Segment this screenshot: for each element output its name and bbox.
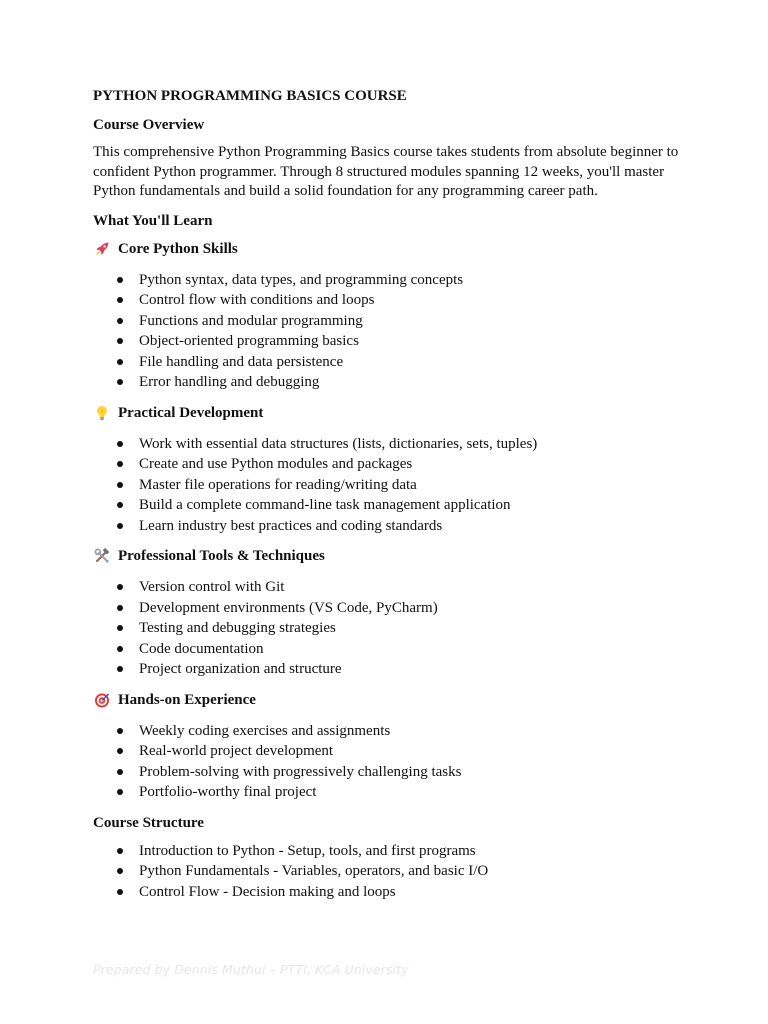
bullet-icon (117, 359, 123, 365)
section-heading-professional-tools (93, 546, 683, 566)
section-heading-label: Core Python Skills (118, 240, 238, 257)
bullet-icon (117, 789, 123, 795)
hammer-wrench-icon (93, 547, 111, 565)
list-item: Learn industry best practices and coding standards (93, 516, 683, 537)
lightbulb-icon (93, 404, 111, 422)
list-item: Problem-solving with progressively challenging tasks (93, 762, 683, 783)
section-heading-practical-development (93, 403, 683, 423)
core-python-skills-list (93, 270, 683, 393)
practical-development-list (93, 434, 683, 537)
hands-on-experience-list (93, 721, 683, 803)
learn-heading: What You'll Learn (93, 212, 213, 229)
overview-heading: Course Overview (93, 117, 205, 133)
bullet-icon (117, 338, 123, 344)
bullet-icon (117, 502, 123, 508)
rocket-icon (93, 240, 111, 258)
bullet-icon (117, 889, 123, 895)
list-item: Functions and modular programming (93, 311, 683, 332)
bullet-icon (117, 769, 123, 775)
list-item: Introduction to Python - Setup, tools, and first programs (93, 841, 683, 862)
list-item: Python Fundamentals - Variables, operators, and basic I/O (93, 861, 683, 882)
list-item: Version control with Git (93, 577, 683, 598)
list-item: Build a complete command-line task management application (93, 495, 683, 516)
list-item: Python syntax, data types, and programming concepts (93, 270, 683, 291)
bullet-icon (117, 666, 123, 672)
list-item: Weekly coding exercises and assignments (93, 721, 683, 742)
list-item: Testing and debugging strategies (93, 618, 683, 639)
structure-heading: Course Structure (93, 814, 204, 831)
bullet-icon (117, 318, 123, 324)
bullet-icon (117, 297, 123, 303)
list-item: Control flow with conditions and loops (93, 290, 683, 311)
target-icon (93, 691, 111, 709)
list-item: Create and use Python modules and packages (93, 454, 683, 475)
section-heading-label: Practical Development (118, 404, 264, 421)
section-heading-label: Hands-on Experience (118, 691, 256, 708)
list-item: File handling and data persistence (93, 352, 683, 373)
course-structure-list (93, 841, 683, 903)
bullet-icon (117, 277, 123, 283)
list-item: Work with essential data structures (lists, dictionaries, sets, tuples) (93, 434, 683, 455)
document-title: PYTHON PROGRAMMING BASICS COURSE (93, 88, 407, 104)
bullet-icon (117, 646, 123, 652)
bullet-icon (117, 461, 123, 467)
list-item: Project organization and structure (93, 659, 683, 680)
list-item: Master file operations for reading/writing data (93, 475, 683, 496)
bullet-icon (117, 868, 123, 874)
list-item: Control Flow - Decision making and loops (93, 882, 683, 903)
overview-paragraph: This comprehensive Python Programming Basics course takes students from absolute beginner to confident Python programmer. Through 8 structured modules spanning 12 weeks, you'll master Python fundamentals and build a solid foundation for any programming career path. (93, 144, 679, 199)
footer-watermark: Prepared by Dennis Muthui – PTTI, KCA University (93, 962, 409, 977)
bullet-icon (117, 748, 123, 754)
section-heading-hands-on-experience (93, 690, 683, 710)
bullet-icon (117, 848, 123, 854)
list-item: Development environments (VS Code, PyCharm) (93, 598, 683, 619)
bullet-icon (117, 605, 123, 611)
bullet-icon (117, 482, 123, 488)
professional-tools-list (93, 577, 683, 680)
section-heading-label: Professional Tools & Techniques (118, 548, 325, 564)
list-item: Object-oriented programming basics (93, 331, 683, 352)
bullet-icon (117, 523, 123, 529)
bullet-icon (117, 379, 123, 385)
bullet-icon (117, 728, 123, 734)
list-item: Error handling and debugging (93, 372, 683, 393)
bullet-icon (117, 584, 123, 590)
bullet-icon (117, 625, 123, 631)
section-heading-core-python-skills (93, 239, 683, 259)
bullet-icon (117, 441, 123, 447)
list-item: Code documentation (93, 639, 683, 660)
document-page (93, 86, 683, 912)
list-item: Real-world project development (93, 741, 683, 762)
list-item: Portfolio-worthy final project (93, 782, 683, 803)
